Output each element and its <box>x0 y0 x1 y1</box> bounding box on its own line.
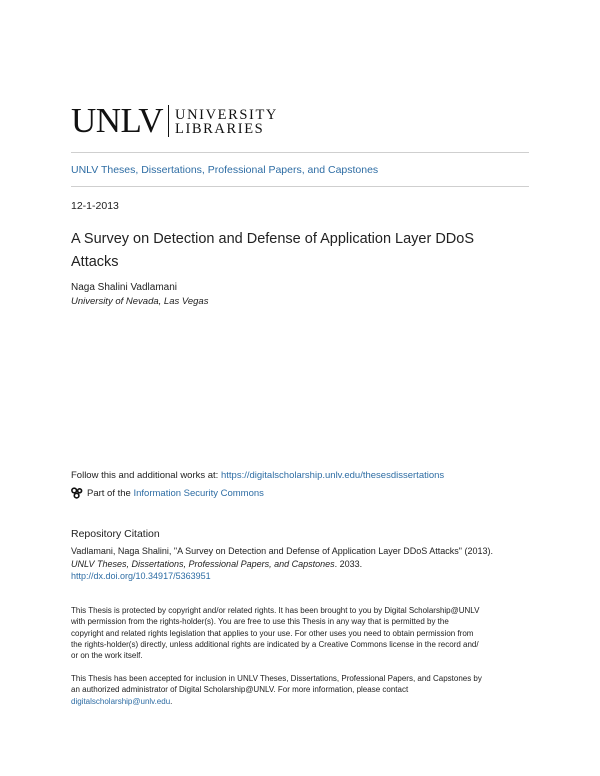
accept-line-3 <box>71 696 533 707</box>
citation-line-1: Vadlamani, Naga Shalini, "A Survey on Detection and Defense of Application Layer DDoS Attacks" (2013). <box>71 546 493 556</box>
rights-line: copyright and related rights legislation that applies to your use. For other uses you need to obtain permission from <box>71 628 474 638</box>
repository-citation-heading: Repository Citation <box>71 528 160 540</box>
unlv-libraries-logo <box>71 101 278 140</box>
document-title <box>71 228 474 274</box>
logo-divider <box>168 105 169 137</box>
rights-line: the rights-holder(s) directly, unless additional rights are indicated by a Creative Commons license in the record and/ <box>71 639 479 649</box>
follow-text: Follow this and additional works at: <box>71 470 221 481</box>
accept-end: . <box>170 696 173 706</box>
logo-unlv-text: UNLV <box>71 101 163 140</box>
logo-libraries-text <box>175 107 278 136</box>
collection-divider <box>71 186 529 187</box>
information-security-commons-link[interactable]: Information Security Commons <box>133 487 264 499</box>
citation-collection: UNLV Theses, Dissertations, Professional Papers, and Capstones <box>71 558 335 569</box>
rights-line: This Thesis is protected by copyright and/or related rights. It has been brought to you by Digital Scholarship@UNLV <box>71 606 480 615</box>
part-of-line <box>71 487 264 499</box>
part-of-prefix: Part of the <box>87 487 131 499</box>
citation-line-2 <box>71 558 541 571</box>
logo-line-libraries: LIBRARIES <box>175 120 265 137</box>
collection-link[interactable]: UNLV Theses, Dissertations, Professional Papers, and Capstones <box>71 164 379 176</box>
follow-line <box>71 470 444 481</box>
citation-doi-link[interactable]: http://dx.doi.org/10.34917/5363951 <box>71 571 211 581</box>
acceptance-paragraph <box>71 673 533 707</box>
rights-line: with permission from the rights-holder(s). You are free to use this Thesis in any way that is permitted by the <box>71 617 449 627</box>
top-divider <box>71 152 529 153</box>
rights-line: or on the work itself. <box>71 651 143 661</box>
citation-number: . 2033. <box>334 558 363 569</box>
rights-paragraph <box>71 605 533 661</box>
publication-date: 12-1-2013 <box>71 200 119 212</box>
logo-line-university: UNIVERSITY <box>175 106 278 123</box>
author-affiliation: University of Nevada, Las Vegas <box>71 296 209 307</box>
accept-line-2: an authorized administrator of Digital Scholarship@UNLV. For more information, please contact <box>71 685 409 695</box>
accept-line-1: This Thesis has been accepted for inclusion in UNLV Theses, Dissertations, Professional Papers, and Capstones by <box>71 674 482 683</box>
follow-url-link[interactable]: https://digitalscholarship.unlv.edu/thesesdissertations <box>220 470 445 481</box>
contact-email-link[interactable]: digitalscholarship@unlv.edu <box>71 696 171 706</box>
author-name: Naga Shalini Vadlamani <box>71 282 177 293</box>
title-line-1: A Survey on Detection and Defense of Application Layer DDoS <box>71 231 475 247</box>
title-line-2: Attacks <box>71 254 119 270</box>
repository-citation <box>71 545 541 583</box>
network-commons-icon <box>71 487 83 499</box>
